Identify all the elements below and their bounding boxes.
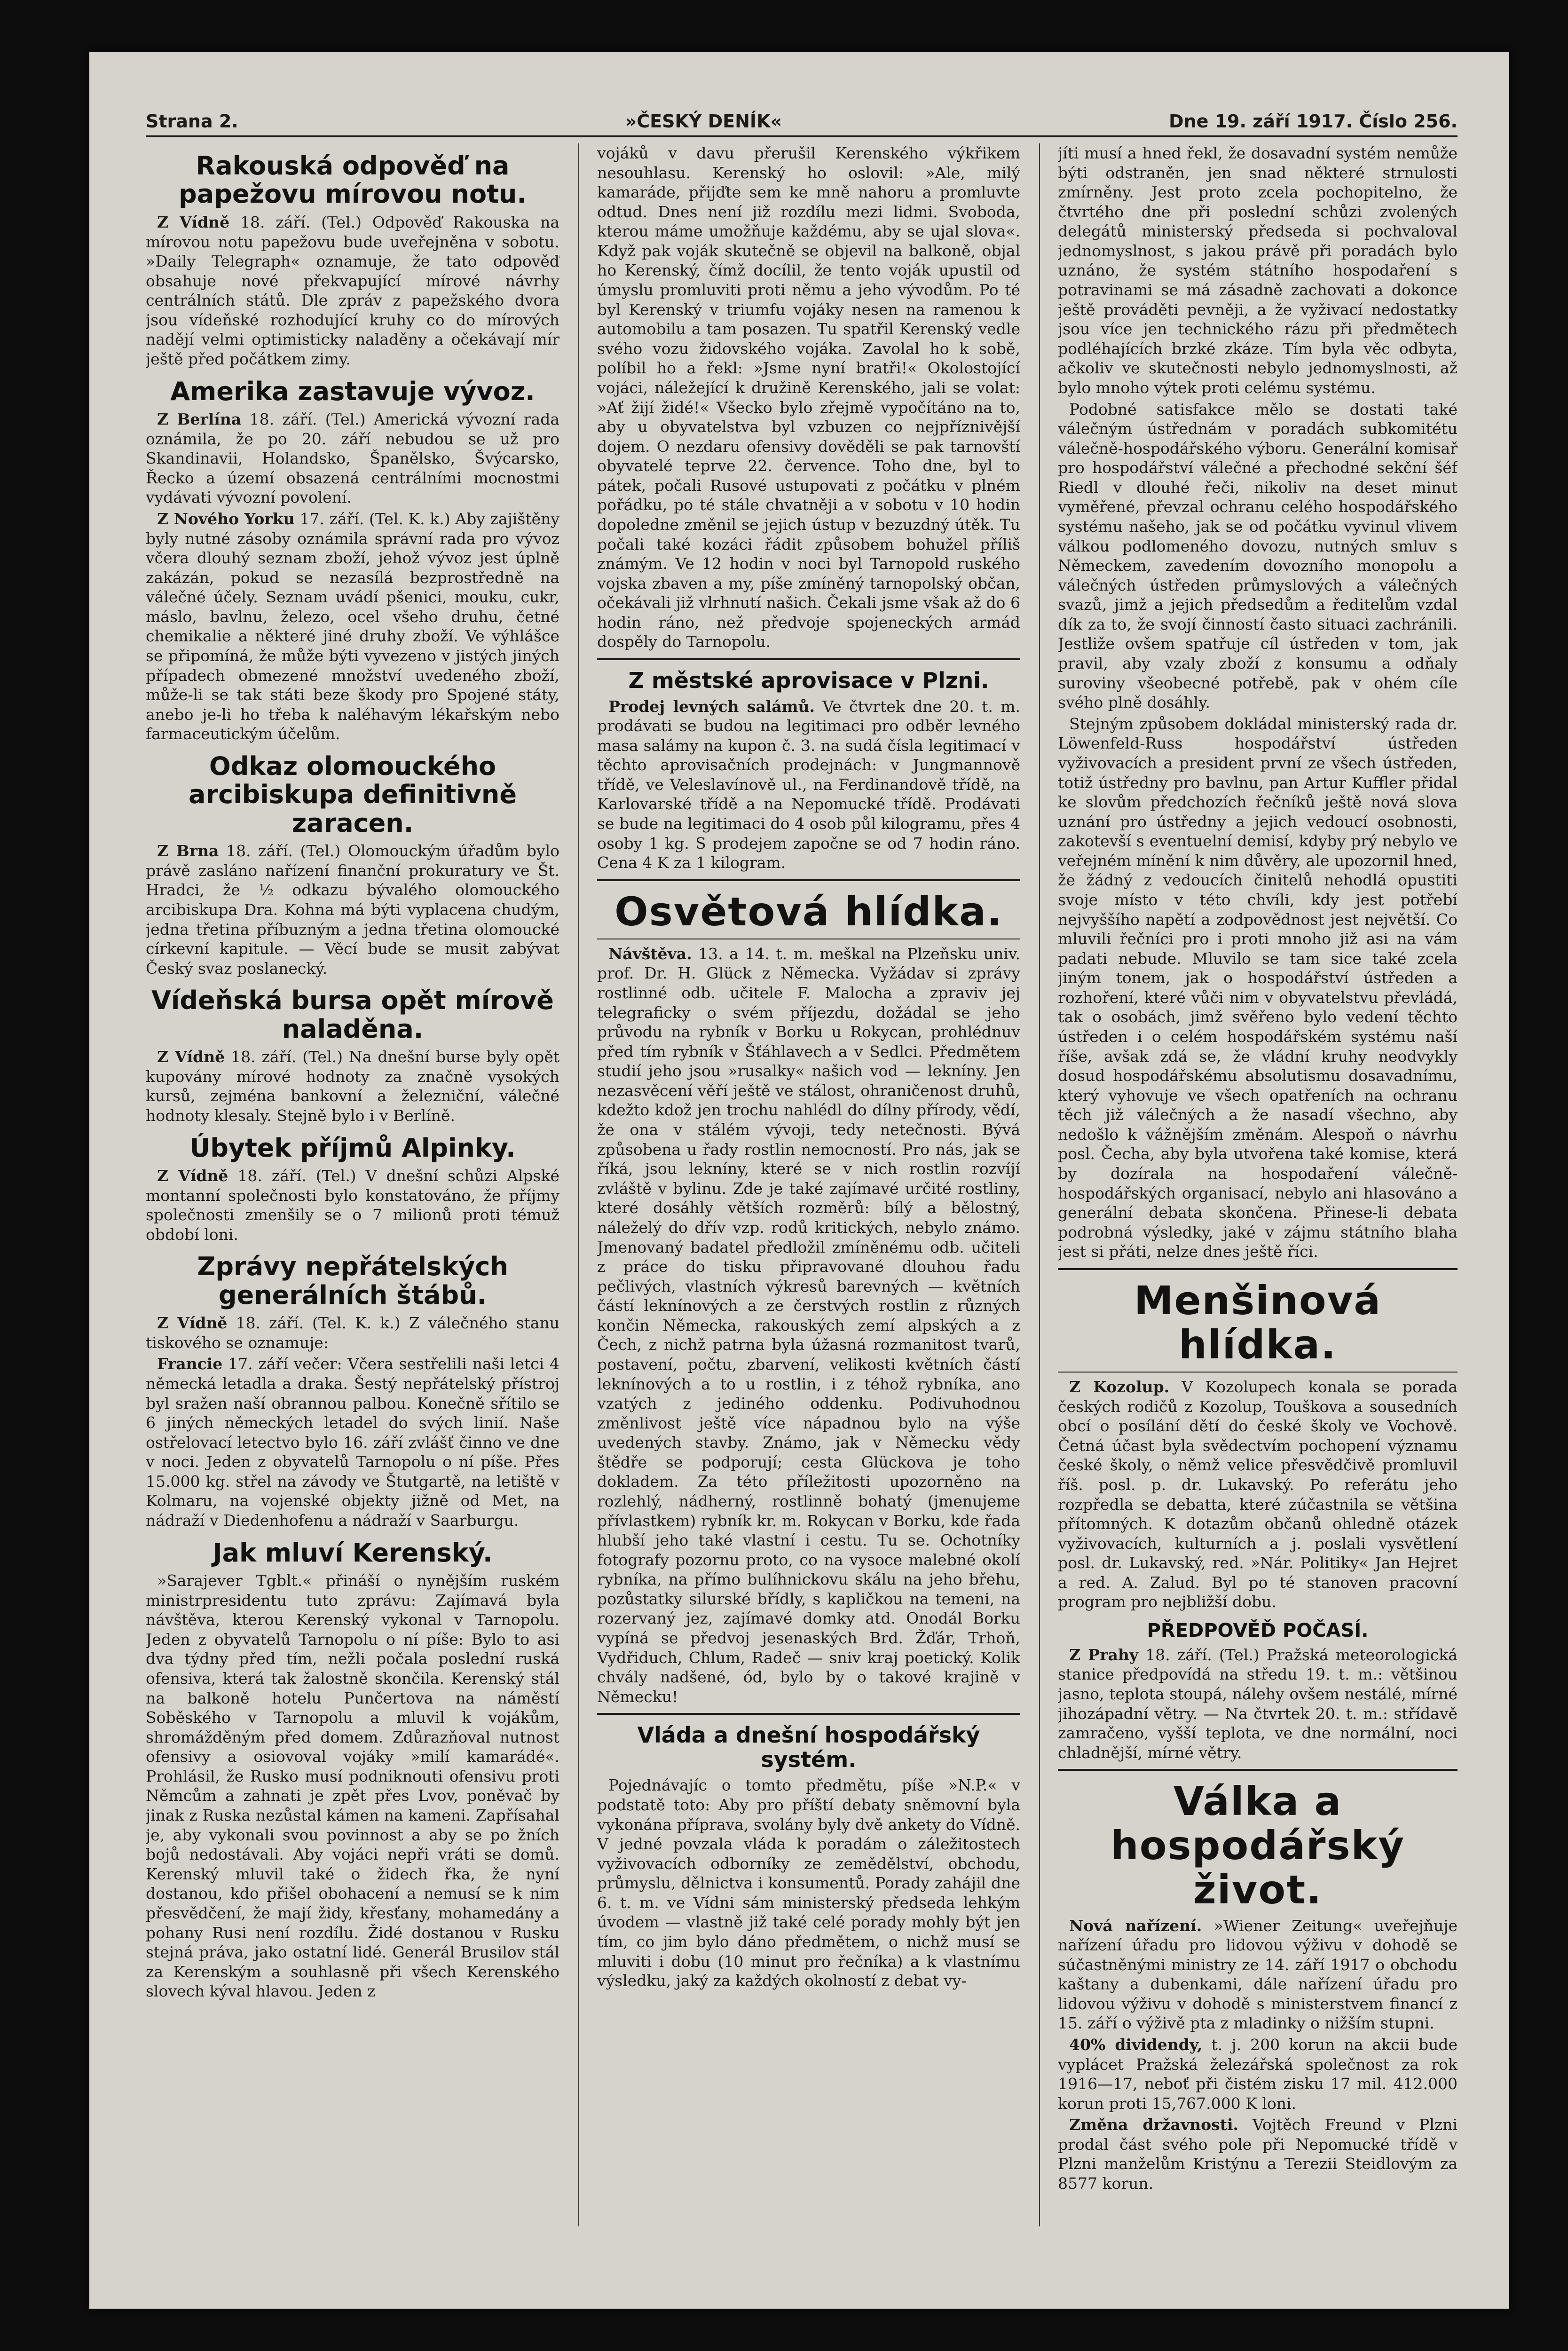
article-narizeni: Nová nařízení. »Wiener Zeitung« uveřejňuje nařízení úřadu pro lidovou výživu v dohodě se súčastněnými ministry ze 14. září 1917 o obchodu kaštany a dubenkami, dále nařízení úřadu pro lidovou výživu v dohodě s ministerstvem financí z 15. září o výživě pta z mladinky o nižším stupni.: [1058, 1916, 1458, 2033]
headline-osvetova-hlidka: Osvětová hlídka.: [615, 888, 1003, 935]
header-rule: [146, 135, 1458, 137]
headline-rakouska-odpoved: Rakouská odpověď na papežovu mírovou notu.: [179, 151, 527, 209]
headline-pocasi: PŘEDPOVĚĎ POČASÍ.: [1147, 1620, 1369, 1642]
article-rakouska-odpoved: Z Vídně 18. září. (Tel.) Odpověď Rakouska na mírovou notu papežovu bude uveřejněna v sobotu. »Daily Telegraph« oznamuje, že tato odpověď obsahuje nové překvapující mírové návrhy centrálních států. Dle zpráv z papežského dvora jsou vídeňské rozhodující kruhy co do mírových nadějí velmi optimisticky naladěny a očekávají mír ještě před počátkem zimy.: [146, 213, 559, 368]
column-rule-1: [578, 143, 579, 2226]
headline-odkaz: Odkaz olomouckého arcibiskupa definitivně zaracen.: [189, 751, 517, 838]
headline-amerika: Amerika zastavuje vývoz.: [170, 376, 535, 406]
article-vlada-cont-3: Stejným způsobem dokládal ministerský rada dr. Löwenfeld-Russ hospodářství ústředen vyživovacích a president první ze všech ústředen, totiž ústředny pro bavlnu, pan Artur Kuffler přidal ke slovům předchozích řečníků ještě nová slova uznání pro ústředny a jejich vedoucí osobnosti, zakotevší s eventuelní demisí, kdyby prý nebylo ve veřejném mínění k nim důvěry, ale upozornil hned, že žádný z vedoucích činitelů nehodlá opustiti svoje místo v této chvíli, kdy jest potřebí nejvyššího napětí a zodpovědnost jest největší. Co mluvili řečníci pro i proti mnoho již asi na vám padati nebude. Mluvilo se tam sice také zcela jiným tonem, jak o hospodářství ústředen a rozhoření, které vůči nim v obyvatelstvu převládá, tak o osobách, jimž svěřeno bylo vedení těchto ústředen i o celém hospodářském systému naší říše, avšak zdá se, že vládní kruhy neodvykly dosud hospodářskému absolutismu dosavadnímu, který vyhovuje ve všech opatřeních na ochranu těch již válečných a že nasadí všechno, aby nedošlo k vážnějším změnám. Alespoň o návrhu posl. Čecha, aby byla utvořena také komise, která by dozírala na hospodaření válečně-hospodářských organisací, nebylo ani hlasováno a generální debata skončena. Přinese-li debata podrobná výsledky, jaké v zájmu státního blaha jest si přáti, nelze dnes ještě říci.: [1058, 714, 1458, 1261]
masthead-title: »ČESKÝ DENÍK«: [625, 111, 782, 132]
article-amerika-2: Z Nového Yorku 17. září. (Tel. K. k.) Aby zajištěny byly nutné zásoby oznámila správní rada pro vývoz včera dlouhý seznam zboží, jehož vývoz jest úplně zakázán, pokud se nezasílá bezprostředně na válečné účely. Seznam uvádí pšenici, mouku, cukr, máslo, bavlnu, železo, ocel všeho druhu, četné chemikalie a některé jiné druhy zboží. Ve výhlášce se připomíná, že může býti vyvezeno v jistých jiných případech obmezené množství uvedeného zboží, může-li se tak státi beze škody pro Spojené státy, anebo je-li ho třeba k naléhavým lékařským nebo farmaceutickým účelům.: [146, 509, 559, 743]
section-rule: [597, 879, 1020, 881]
article-kerensky: »Sarajever Tgblt.« přináší o nynějším ruském ministrpresidentu tuto zprávu: Zajímavá byla návštěva, kterou Kerenský vykonal v Tarnopolu. Jeden z obyvatelů Tarnopolu o ní píše: Bylo to asi dva týdny před tím, nežli počala poslední ruská ofensiva, která tak žalostně skončila. Kerenský stál na balkoně hotelu Punčertova na náměstí Soběského v Tarnopolu a mluvil k vojákům, shromážděným před domem. Zdůrazňoval nutnost ofensivy a osiovoval vojáky »milí kamarádé«. Prohlásil, že Rusko musí podniknouti ofensivu proti Němcům a zahnati je zpět přes Lvov, poněvač by jinak z Ruska nezůstal kámen na kameni. Zapřísahal je, aby vykonali svou povinnost a aby se po žních bojů nedostávali. Aby vojáci nepři vráti se domů. Kerenský mluvil také o židech řka, že nyní dostanou, kdo přišel obohacení a nemusí se k nim přesvědčení, že mají židy, křesťany, mohamedány a pohany Rusi není rozdílu. Židé dostanou v Rusku stejná práva, jako ostatní lidé. Generál Brusilov stál za Kerenským a souhlasně při všech Kerenského slovech kýval hlavou. Jeden z: [146, 1571, 559, 2001]
headline-vlada: Vláda a dnešní hospodářský systém.: [637, 1722, 980, 1772]
article-kozolupy: Z Kozolup. V Kozolupech konala se porada českých rodičů z Kozolup, Touškova a sousedních obcí o posílání dětí do české školy ve Vochově. Četná účast byla svědectvím pochopení významu české školy, o němž velice přesvědčivě promluvil říš. posl. p. dr. Lukavský. Po referátu jeho rozpředla se debatta, které zúčastnila se většina přítomných. K dotazům občanů ohledně otázek vyživovacích, kulturních a j. poslali vysvětlení posl. dr. Lukavský, red. »Nár. Politiky« Jan Hejret a red. A. Zalud. Byl po té stanoven pracovní program pro nejbližší dobu.: [1058, 1378, 1458, 1611]
section-rule: [1058, 1268, 1458, 1270]
newspaper-page: [89, 52, 1509, 2309]
article-zpravy-stabu-1: Z Vídně 18. září. (Tel. K. k.) Z válečného stanu tiskového se oznamuje:: [146, 1314, 559, 1352]
column-rule-2: [1039, 143, 1040, 2226]
article-drzebnost: Změna državnosti. Vojtěch Freund v Plzni prodal část svého pole při Nepomucké třídě v Plzni manželům Kristýnu a Terezii Steidlovým za 8577 korun.: [1058, 2115, 1458, 2193]
article-vlada: Pojednávajíc o tomto předmětu, píše »N.P.« v podstatě toto: Aby pro příští debaty sněmovní byla vykonána příprava, svolány byly dvě ankety do Vídně. V jedné povzala vláda k poradám o záležitostech vyživovacích odborníky ze zemědělství, obchodu, průmyslu, dělnictva i konsumentů. Porady zahájil dne 6. t. m. ve Vídni sám ministerský předseda lehkým úvodem — vlastně již také celé porady mohly být jen tím, co jim bylo dáno předmětem, o nichž musí se mluviti i dobu (10 minut pro řečníka) a k vlastnímu výsledku, jaký za každých okolností z debat vy-: [597, 1776, 1020, 1990]
article-vlada-cont-2: Podobné satisfakce mělo se dostati také válečným ústřednám v poradách subkomitétu válečně-hospodářského výboru. Generální komisař pro hospodářství válečné a přechodné sekční šéf Riedl v dlouhé řeči, nikoliv na deset minut vyměřené, převzal ochranu celého hospodářského systému našeho, jak se od počátku vyvinul vlivem válkou podlomeného dovozu, nutných smluv s Německem, zavedením dovozního monopolu a válečných ústředen průmyslových a válečných svazů, jimž a jejich předsedům a ředitelům vzdal dík za to, že svojí činností často situaci zachránili. Jestliže ovšem spatřuje cíl ústředen v tom, jak pravil, aby vzaly zboží z konsumu a odňaly suroviny všeobecné potřebě, pak v ohém cíle svého plně dosáhly.: [1058, 400, 1458, 712]
section-rule: [1058, 1769, 1458, 1771]
headline-mensinova-hlidka: Menšinová hlídka.: [1134, 1277, 1382, 1368]
article-kerensky-cont: vojáků v davu přerušil Kerenského výkřikem nesouhlasu. Kerenský ho oslovil: »Ale, milý kamaráde, přijďte sem ke mně nahoru a promluvte odtud. Dnes není již rozdílu mezi lidmi. Svoboda, kterou máme umožňuje každému, aby se ujal slova«. Když pak voják skutečně se objevil na balkoně, objal ho Kerenský, čímž docílil, že tento voják upustil od úmyslu promluviti proti němu a jeho vývodům. Po té byl Kerenský v triumfu vojáky nesen na ramenou k automobilu a tam posazen. Tu spatřil Kerenský vedle svého vozu židovského vojáka. Zavolal ho k sobě, políbil ho a řekl: »Jsme nyní bratři!« Okolostojící vojáci, náležející k družině Kerenského, jali se volat: »Ať žijí židé!« Všecko bylo zřejmě vypočítáno na to, aby u obyvatelstva byl vzbuzen co nejpříznivější dojem. O nezdaru ofensivy dověděli se pak tarnovští obyvatelé teprve 22. července. Toho dne, byl to pátek, počali Rusové ustupovati z počátku v plném pořádku, po té stále chvatněji a v sobotu v 10 hodin dopoledne změnil se jejich ústup v bezuzdný útěk. Tu počali také kozáci řádit způsobem bohužel příliš známým. Ve 12 hodin v noci byl Tarnopold ruského vojska zbaven a my, píše zmíněný tarnopolský občan, očekávali již vlrhnutí našich. Čekali jsme však až do 6 hodin ráno, než předvoje spojeneckých armád dospěly do Tarnopolu.: [597, 144, 1020, 651]
headline-alpinka: Úbytek příjmů Alpinky.: [189, 1133, 516, 1163]
headline-valka-hospodarsky: Válka a hospodářský život.: [1110, 1778, 1405, 1913]
section-rule: [1058, 1372, 1458, 1373]
column-2: [597, 143, 1020, 2259]
column-3: [1058, 143, 1458, 2259]
column-1: [146, 143, 559, 2259]
article-amerika-1: Z Berlína 18. září. (Tel.) Americká vývozní rada oznámila, že po 20. září nebudou se už pro Skandinavii, Holandsko, Španělsko, Švýcarsko, Řecko a území obsazená centrálními mocnostmi vydávati vývozní povolení.: [146, 410, 559, 507]
article-bursa: Z Vídně 18. září. (Tel.) Na dnešní burse byly opět kupovány mírové hodnoty za značně vysokých kursů, zejména bankovní a železniční, válečné hodnoty klesaly. Stejně bylo i v Berlíně.: [146, 1048, 559, 1125]
article-aprovisace: Prodej levných salámů. Ve čtvrtek dne 20. t. m. prodávati se budou na legitimaci pro odběr levného masa salámy na kupon č. 3. na sudá čísla legitimací v těchto aprovisačních prodejnách: v Jungmannově třídě, ve Veleslavínově ul., na Ferdinandově třídě, na Karlovarské třídě a na Nepomucké třídě. Prodávati se bude na legitimaci do 4 osob půl kilogramu, přes 4 osoby 1 kg. S prodejem započne se od 7 hodin ráno. Cena 4 K za 1 kilogram.: [597, 697, 1020, 872]
headline-bursa: Vídeňská bursa opět mírově naladěna.: [151, 986, 554, 1044]
issue-date: Dne 19. září 1917. Číslo 256.: [1169, 111, 1458, 132]
page-header: [146, 103, 1458, 132]
article-vlada-cont-1: jíti musí a hned řekl, že dosavadní systém nemůže býti odstraněn, jen snad některé strnulosti zmírněny. Jest proto zcela pochopitelno, že čtvrtého dne při poslední schůzi zvolených delegátů ministerský předseda si pochvaloval jednomyslnost, s jakou právě při poradách bylo uznáno, že systém státního hospodaření s potravinami se má zásadně zachovati a dokonce ještě prováděti pevněji, a že vyživací nedostatky jsou více jen technického rázu při předmětech podléhajících brzké zkáze. Tím byla věc odbyta, ačkoliv ve skutečnosti nebylo jednomyslnosti, až bylo mnoho výtek proti celému systému.: [1058, 144, 1458, 397]
article-alpinka: Z Vídně 18. září. (Tel.) V dnešní schůzi Alpské montanní společnosti bylo konstatováno, že příjmy společnosti zmenšily se o 7 milionů proti témuž období loni.: [146, 1167, 559, 1244]
article-odkaz: Z Brna 18. září. (Tel.) Olomouckým úřadům bylo právě zasláno nařízení finanční prokuratury ve Št. Hradci, že ½ odkazu bývalého olomouckého arcibiskupa Dra. Kohna má býti vyplacena chudým, jedna třetina příbuzným a jedna třetina olomoucké církevní kapitule. — Věcí bude se musit zabývat Český svaz poslanecký.: [146, 842, 559, 978]
section-rule: [597, 658, 1020, 660]
article-dividendy: 40% dividendy, t. j. 200 korun na akcii bude vyplácet Pražská železářská společnost za rok 1916—17, neboť při čistém zisku 17 mil. 412.000 korun proti 15,767.000 K loni.: [1058, 2035, 1458, 2113]
page-number: Strana 2.: [146, 111, 238, 132]
section-rule: [597, 1713, 1020, 1715]
article-navsteva: Návštěva. 13. a 14. t. m. meškal na Plzeňsku univ. prof. Dr. H. Glück z Německa. Vyžádav si zprávy rostlinné odb. učitele F. Malocha a zpraviv jej telegraficky o svém příjezdu, dožádal se jeho průvodu na rybník v Borku u Rokycan, prohlédnuv před tím rybník v Šťáhlavech a v Sedlci. Předmětem studií jeho jsou »rusalky« našich vod — lekníny. Jen nezasvěcení věří ještě ve stálost, ohraničenost druhů, kdežto kdož jen trochu nahlédl do dílny přírody, vědí, že ona v stálém vývoji, tedy netečnosti. Bývá způsobena u řady rostlin nemocností. Pro nás, jak se říká, jsou lekníny, které se v nich rostlin rozvíjí zvláště v bylinu. Zde je také zajímavé určité rostliny, které dosáhly větších rozměrů: bílý a bělostný, náleželý do dřív vzp. rodů kritických, nebylo známo. Jmenovaný badatel předložil zmíněnému odb. učiteli z práce do tisku připravované dlouhou řadu pečlivých, vlastních výkresů barevných — květních částí leknínových a ze čerstvých rostlin z různých končin Německa, rakouských zemí alpských a z Čech, z nichž patrna byla úžasná rozmanitost tvarů, postavení, počtu, zbarvení, velikosti květních částí leknínových a to u rostlin, i z téhož rybníka, ano vzatých z jediného oddenku. Podivuhodnou změnlivost ještě více nápadnou bylo na výše uvedených stavby. Známo, jak v Německu vědy štědře se podporují; cesta Glückova je toho dokladem. Za této příležitosti upozorněno na rozlehlý, nádherný, rostlinně bohatý (jmenujeme přívlastkem) rybník kr. m. Rokycan v Borku, kde řada hlubší jeho také vlastní i cestu. Tu se. Ochotníky fotografy pozornu proto, co na vysoce malebné okolí rybníka, na přímo bulíhnickovu skálu na jeho břehu, pozůstatky silurské břídly, s kapličkou na temeni, na rozervaný jez, zajímavé domky atd. Onodál Borku vypíná se předvoj jesenaských Brd. Žďár, Trhoň, Vydřiduch, Chlum, Radeč — sniv kraj poetický. Kolik chvály nadšené, ód, bylo by o takové krajině v Německu!: [597, 944, 1020, 1706]
headline-kerensky: Jak mluví Kerenský.: [213, 1538, 493, 1568]
headline-zpravy-stabu: Zprávy nepřátelských generálních štábů.: [197, 1252, 508, 1310]
article-zpravy-stabu-2: Francie 17. září večer: Včera sestřelili naši letci 4 německá letadla a draka. Šestý nepřátelský přístroj byl sražen naší obrannou palbou. Konečně sřítilo se 6 jiných německých letadel do svých linií. Naše ostřelovací letectvo bylo 16. září zvlášť činno ve dne v noci. Jeden z obyvatelů Tarnopolu o ní píše. Přes 15.000 kg. střel na závody ve Štutgartě, na letiště v Kolmaru, na vojenské objekty jižně od Met, na nádraží v Diedenhofenu a nádraží v Saarburgu.: [146, 1355, 559, 1530]
article-pocasi: Z Prahy 18. září. (Tel.) Pražská meteorologická stanice předpovídá na středu 19. t. m.: většinou jasno, teplota stoupá, nálehy ovšem nestálé, mírné jihozápadní větry. — Na čtvrtek 20. t. m.: střídavě zamračeno, vyšší teplota, ve dne normální, noci chladnější, mírné větry.: [1058, 1645, 1458, 1762]
headline-aprovisace: Z městské aprovisace v Plzni.: [628, 668, 989, 694]
